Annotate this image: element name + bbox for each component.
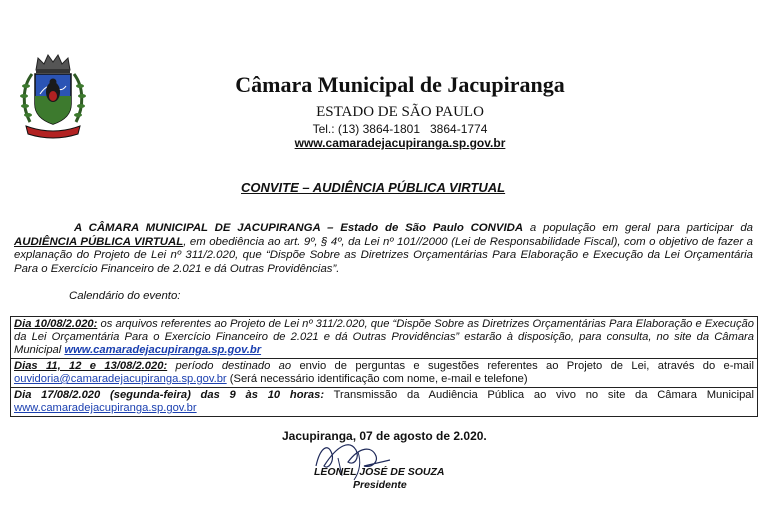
municipal-crest-icon [20,52,86,140]
chamber-title: Câmara Municipal de Jacupiranga [235,72,565,97]
intro-audiencia: AUDIÊNCIA PÚBLICA VIRTUAL [14,235,184,248]
signer-name: LEONEL JOSÉ DE SOUZA [314,466,445,478]
event-date: Dia 10/08/2.020: [14,318,98,330]
website-link[interactable]: www.camaradejacupiranga.sp.gov.br [64,344,262,356]
event-date: Dias 11, 12 e 13/08/2.020: [14,360,168,372]
document-title: CONVITE – AUDIÊNCIA PÚBLICA VIRTUAL [241,180,506,195]
event-cell [11,359,758,388]
phone-line [200,122,600,136]
table-row [11,359,758,388]
email-link[interactable]: ouvidoria@camaradejacupiranga.sp.gov.br [14,373,227,385]
intro-text-2: , em obediência ao art. 9º, § 4º, da Lei nº 101//2000 (Lei de Responsabilidade Fiscal), com o objetivo de fazer a explanação do Projeto de Lei nº 311/2.020, que “Dispõe Sobre as Diretrizes Orçamentárias Para Elaboração e Execução da Lei Orçamentária Para o Exercício Financeiro de 2.021 e dá Outras Providências”. [14,235,753,275]
event-cell [11,317,758,359]
event-text: Transmissão da Audiência Pública ao vivo no site da Câmara Municipal [324,389,754,401]
event-calendar-table [10,316,758,417]
event-text-2: (Será necessário identificação com nome, e-mail e telefone) [226,373,528,385]
event-date: Dia 17/08/2.020 (segunda-feira) das 9 às 10 horas: [14,389,325,401]
event-cell [11,388,758,417]
state-name: ESTADO DE SÃO PAULO [316,104,484,120]
header-website-link[interactable]: www.camaradejacupiranga.sp.gov.br [294,136,506,150]
phone-alt: 3864-1774 [430,122,488,136]
intro-lead: A CÂMARA MUNICIPAL DE JACUPIRANGA – Estado de São Paulo CONVIDA [74,222,524,234]
intro-paragraph [14,222,753,276]
calendar-label: Calendário do evento: [69,290,181,302]
table-row [11,388,758,417]
table-row [11,317,758,359]
event-text: envio de perguntas e sugestões referentes ao Projeto de Lei, através do e-mail [291,360,755,372]
signer-role: Presidente [353,479,407,491]
website-link[interactable]: www.camaradejacupiranga.sp.gov.br [14,402,197,414]
event-italic: período destinado ao [167,360,292,372]
closing-date: Jacupiranga, 07 de agosto de 2.020. [282,429,487,443]
event-text: os arquivos referentes ao Projeto de Lei nº 311/2.020, que “Dispõe Sobre as Diretrizes Orçamentárias Para Elaboração e Execução da Lei Orçamentária Para o Exercício Financeiro de 2.021 e dá Outras Providências” estarão à disposição, para consulta, no site da Câmara Municipal [14,318,754,356]
intro-text-1: a população em geral para participar da [523,222,753,234]
phone-main: Tel.: (13) 3864-1801 [312,122,420,136]
